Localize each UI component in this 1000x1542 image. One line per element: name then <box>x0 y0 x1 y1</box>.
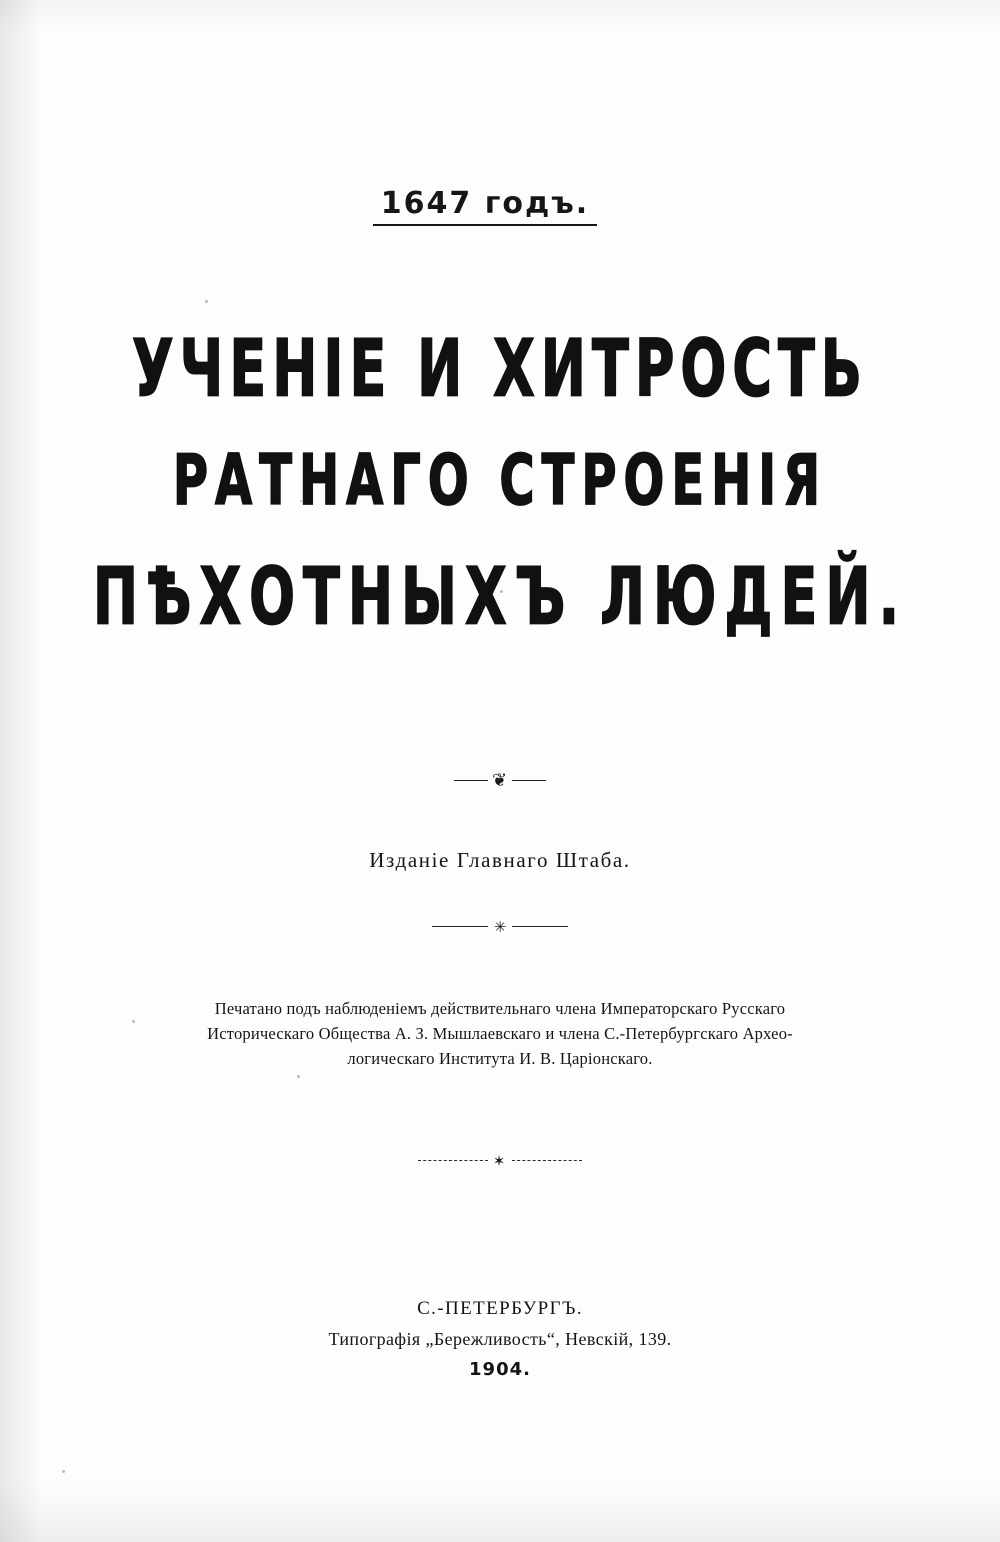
year-heading-text: 1647 годъ. <box>373 186 597 226</box>
imprint-city: С.-ПЕТЕРБУРГЪ. <box>417 1298 583 1319</box>
rule-right <box>512 926 568 927</box>
ornament-glyph-2: ✳ <box>493 918 507 936</box>
page-title <box>0 322 1000 643</box>
scan-speck <box>62 1470 65 1473</box>
editorial-note-line-1: Печатано подъ наблюденіемъ действительнаго члена Императорскаго Русскаго <box>214 999 786 1018</box>
scan-speck <box>297 1075 300 1078</box>
scan-shadow-top <box>0 0 1000 30</box>
ornament-glyph-1: ❦ <box>491 770 509 791</box>
scan-speck <box>205 300 208 303</box>
editorial-note <box>133 996 867 1071</box>
imprint-block <box>0 1298 1000 1380</box>
ornament-divider-2 <box>0 918 1000 936</box>
title-line-2: РАТНАГО СТРОЕНІЯ <box>172 440 828 522</box>
imprint-printer: Типографія „Бережливость“, Невскій, 139. <box>328 1329 672 1349</box>
publisher-line: Изданіе Главнаго Штаба. <box>369 848 631 872</box>
ornament-divider-3 <box>0 1152 1000 1170</box>
title-line-3: ПѢХОТНЫХЪ ЛЮДЕЙ. <box>92 550 908 643</box>
editorial-note-line-2: Историческаго Общества А. З. Мышлаевскаго и члена С.-Петербургскаго Архео- <box>207 1024 793 1043</box>
year-heading <box>0 186 1000 226</box>
editorial-note-line-3: логическаго Института И. В. Царіонскаго. <box>347 1049 653 1068</box>
ornament-glyph-3: ✶ <box>492 1152 508 1170</box>
rule-left <box>432 926 488 927</box>
rule-right <box>512 780 546 781</box>
rule-left <box>418 1160 488 1161</box>
rule-right <box>512 1160 582 1161</box>
ornament-divider-1 <box>0 770 1000 791</box>
rule-left <box>454 780 488 781</box>
title-line-1: УЧЕНІЕ И ХИТРОСТЬ <box>132 322 868 415</box>
imprint-year: 1904. <box>469 1359 531 1380</box>
scan-shadow-bottom <box>0 1482 1000 1542</box>
